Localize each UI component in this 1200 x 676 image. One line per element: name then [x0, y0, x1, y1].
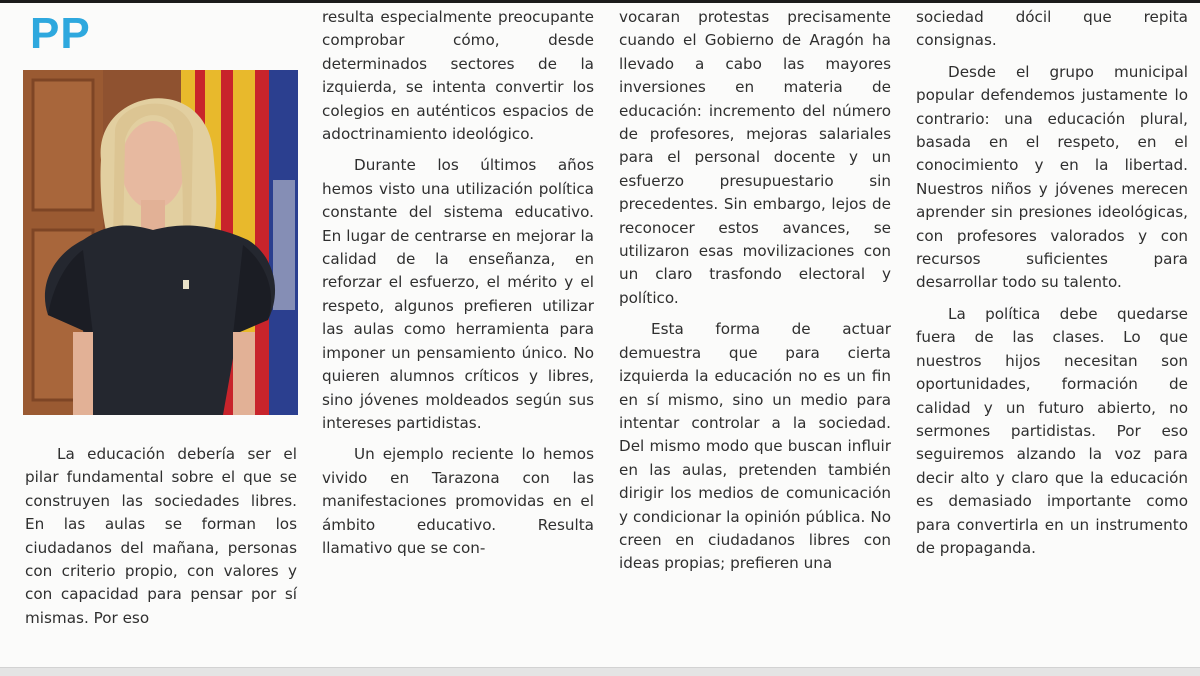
- article-column-1: [25, 443, 297, 638]
- paragraph: Durante los últimos años hemos visto una utilización política constante del sistema educativo. En lugar de centrarse en mejorar la calidad de la enseñanza, en reforzar el esfuerzo, el mérito y el respeto, algunos prefieren utilizar las aulas como herramienta para imponer un pensamiento único. No quieren alumnos críticos y libres, sino jóvenes moldeados según sus intereses partidistas.: [322, 156, 594, 432]
- paragraph: La educación debería ser el pilar fundamental sobre el que se construyen las sociedades libres. En las aulas se forman los ciudadanos del mañana, personas con criterio propio, con valores y con capacidad para pensar por sí mismas. Por eso: [25, 445, 297, 627]
- paragraph-continued: vocaran protestas precisamente cuando el Gobierno de Aragón ha llevado a cabo las mayores inversiones en materia de educación: incremento del número de profesores, mejoras salariales para el personal docente y un esfuerzo presupuestario sin precedentes. Sin embargo, lejos de reconocer estos avances, se utilizaron esas movilizaciones con un claro trasfondo electoral y político.: [619, 8, 891, 307]
- article-column-4: [916, 6, 1188, 568]
- paragraph-continued: sociedad dócil que repita consignas.: [916, 8, 1188, 50]
- article-column-2: [322, 6, 594, 568]
- paragraph: La política debe quedarse fuera de las clases. Lo que nuestros hijos necesitan son oportunidades, formación de calidad y un futuro abierto, no sermones partidistas. Por eso seguiremos alzando la voz para decir alto y claro que la educación es demasiado importante como para convertirla en un instrumento de propaganda.: [916, 304, 1188, 557]
- paragraph: Un ejemplo reciente lo hemos vivido en Tarazona con las manifestaciones promovidas en el ámbito educativo. Resulta llamativo que se con-: [322, 445, 594, 557]
- paragraph-continued: resulta especialmente preocupante comprobar cómo, desde determinados sectores de la izquierda, se intenta convertir los colegios en auténticos espacios de adoctrinamiento ideológico.: [322, 8, 594, 144]
- top-border-rule: [0, 0, 1200, 3]
- paragraph: Desde el grupo municipal popular defendemos justamente lo contrario: una educación plural, basada en el respeto, en el conocimiento y en la libertad. Nuestros niños y jóvenes merecen aprender sin presiones ideológicas, con profesores valorados y con recursos suficientes para desarrollar todo su talento.: [916, 62, 1188, 292]
- party-logo: PP: [30, 9, 91, 58]
- article-column-3: [619, 6, 891, 584]
- paragraph: Esta forma de actuar demuestra que para cierta izquierda la educación no es un fin en sí mismo, sino un medio para intentar controlar a la sociedad. Del mismo modo que buscan influir en las aulas, pretenden también dirigir los medios de comunicación y condicionar la opinión pública. No creen en ciudadanos libres con ideas propias; prefieren una: [619, 320, 891, 573]
- author-photo: [23, 70, 298, 415]
